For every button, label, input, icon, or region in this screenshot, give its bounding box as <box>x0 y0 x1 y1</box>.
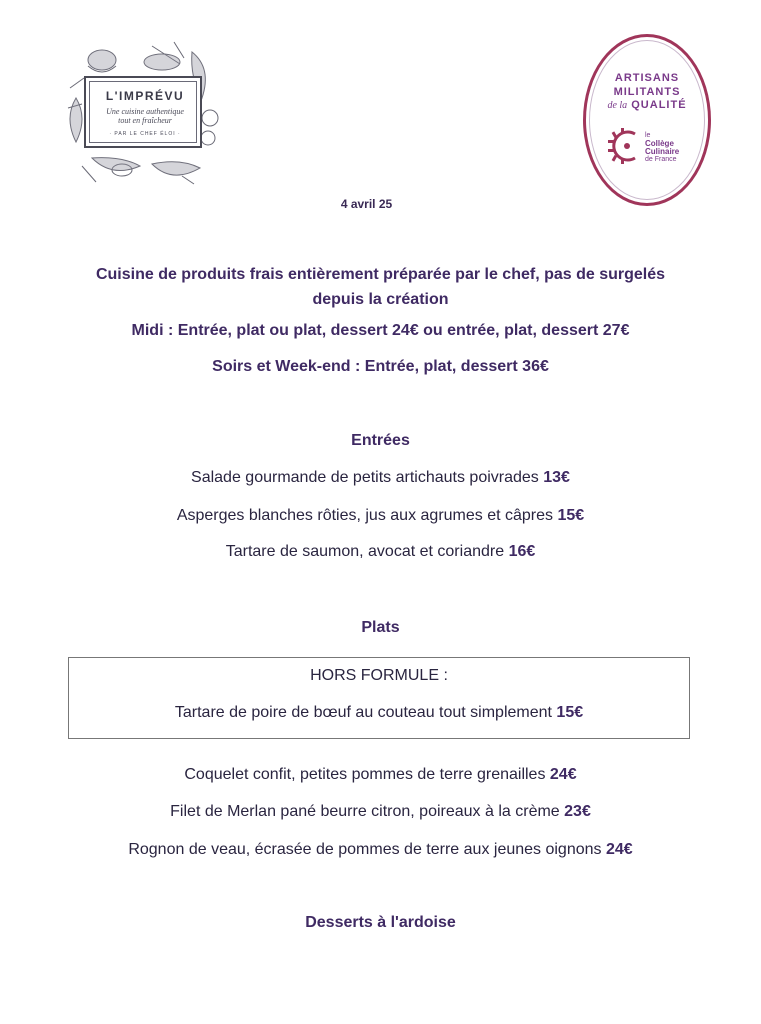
menu-item <box>0 766 761 784</box>
menu-item-price: 13€ <box>543 469 570 486</box>
badge-line-3 <box>583 99 711 111</box>
college-line-2: Collège <box>645 139 674 148</box>
badge-line-3-prefix: de la <box>607 100 628 111</box>
college-line-3: Culinaire <box>645 147 680 156</box>
menu-item <box>0 803 761 821</box>
menu-intro <box>0 262 761 312</box>
section-title-desserts: Desserts à l'ardoise <box>305 914 456 931</box>
intro-line-1: Cuisine de produits frais entièrement préparée par le chef, pas de surgelés <box>95 266 666 283</box>
badge-line-2: MILITANTS <box>613 86 681 98</box>
logo-tagline-line-2: tout en fraîcheur <box>118 116 172 125</box>
menu-item <box>0 469 761 487</box>
menu-item-name: Asperges blanches rôties, jus aux agrumes et câpres <box>176 507 558 524</box>
hors-formule-label: HORS FORMULE : <box>310 667 448 684</box>
menu-item-price: 16€ <box>508 543 536 560</box>
menu-date: 4 avril 25 <box>340 197 393 211</box>
logo-tagline-line-1: Une cuisine authentique <box>106 107 184 116</box>
menu-item-name: Tartare de saumon, avocat et coriandre <box>225 543 509 560</box>
logo-frame <box>84 76 202 148</box>
badge-line-3-word: QUALITÉ <box>631 99 687 111</box>
menu-item-name: Filet de Merlan pané beurre citron, poireaux à la crème <box>170 803 565 820</box>
college-culinaire-emblem-icon <box>605 126 645 166</box>
menu-item <box>0 507 761 525</box>
college-line-4: de France <box>645 156 677 163</box>
badge-oval <box>583 34 711 206</box>
badge-line-1: ARTISANS <box>614 72 680 84</box>
hors-formule-box <box>68 657 690 739</box>
quality-badge-logo <box>583 34 711 206</box>
menu-item <box>0 543 761 561</box>
menu-item-price: 23€ <box>564 803 591 820</box>
menu-item-price: 15€ <box>556 704 584 721</box>
intro-line-2: depuis la création <box>312 291 449 308</box>
menu-item-price: 24€ <box>549 766 577 783</box>
menu-item-price: 24€ <box>605 841 633 858</box>
logo-tagline <box>86 107 204 125</box>
menu-item <box>0 841 761 859</box>
formula-soir: Soirs et Week-end : Entrée, plat, dessert 36€ <box>212 358 549 375</box>
college-culinaire-text <box>645 132 695 164</box>
menu-item-name: Salade gourmande de petits artichauts poivrades <box>191 469 544 486</box>
section-title-plats: Plats <box>361 619 400 636</box>
section-title-entrees: Entrées <box>351 432 410 449</box>
college-line-1: le <box>645 132 651 139</box>
menu-item-name: Tartare de poire de bœuf au couteau tout simplement <box>174 704 557 721</box>
menu-item-name: Coquelet confit, petites pommes de terre grenailles <box>184 766 550 783</box>
logo-chef: · PAR LE CHEF ÉLOI · <box>109 131 181 137</box>
menu-item-price: 15€ <box>557 507 585 524</box>
restaurant-logo <box>62 38 222 186</box>
logo-title: L'IMPRÉVU <box>105 89 185 103</box>
formula-midi: Midi : Entrée, plat ou plat, dessert 24€ ou entrée, plat, dessert 27€ <box>131 322 630 339</box>
menu-item-name: Rognon de veau, écrasée de pommes de terre aux jeunes oignons <box>128 841 606 858</box>
menu-item <box>69 704 689 722</box>
